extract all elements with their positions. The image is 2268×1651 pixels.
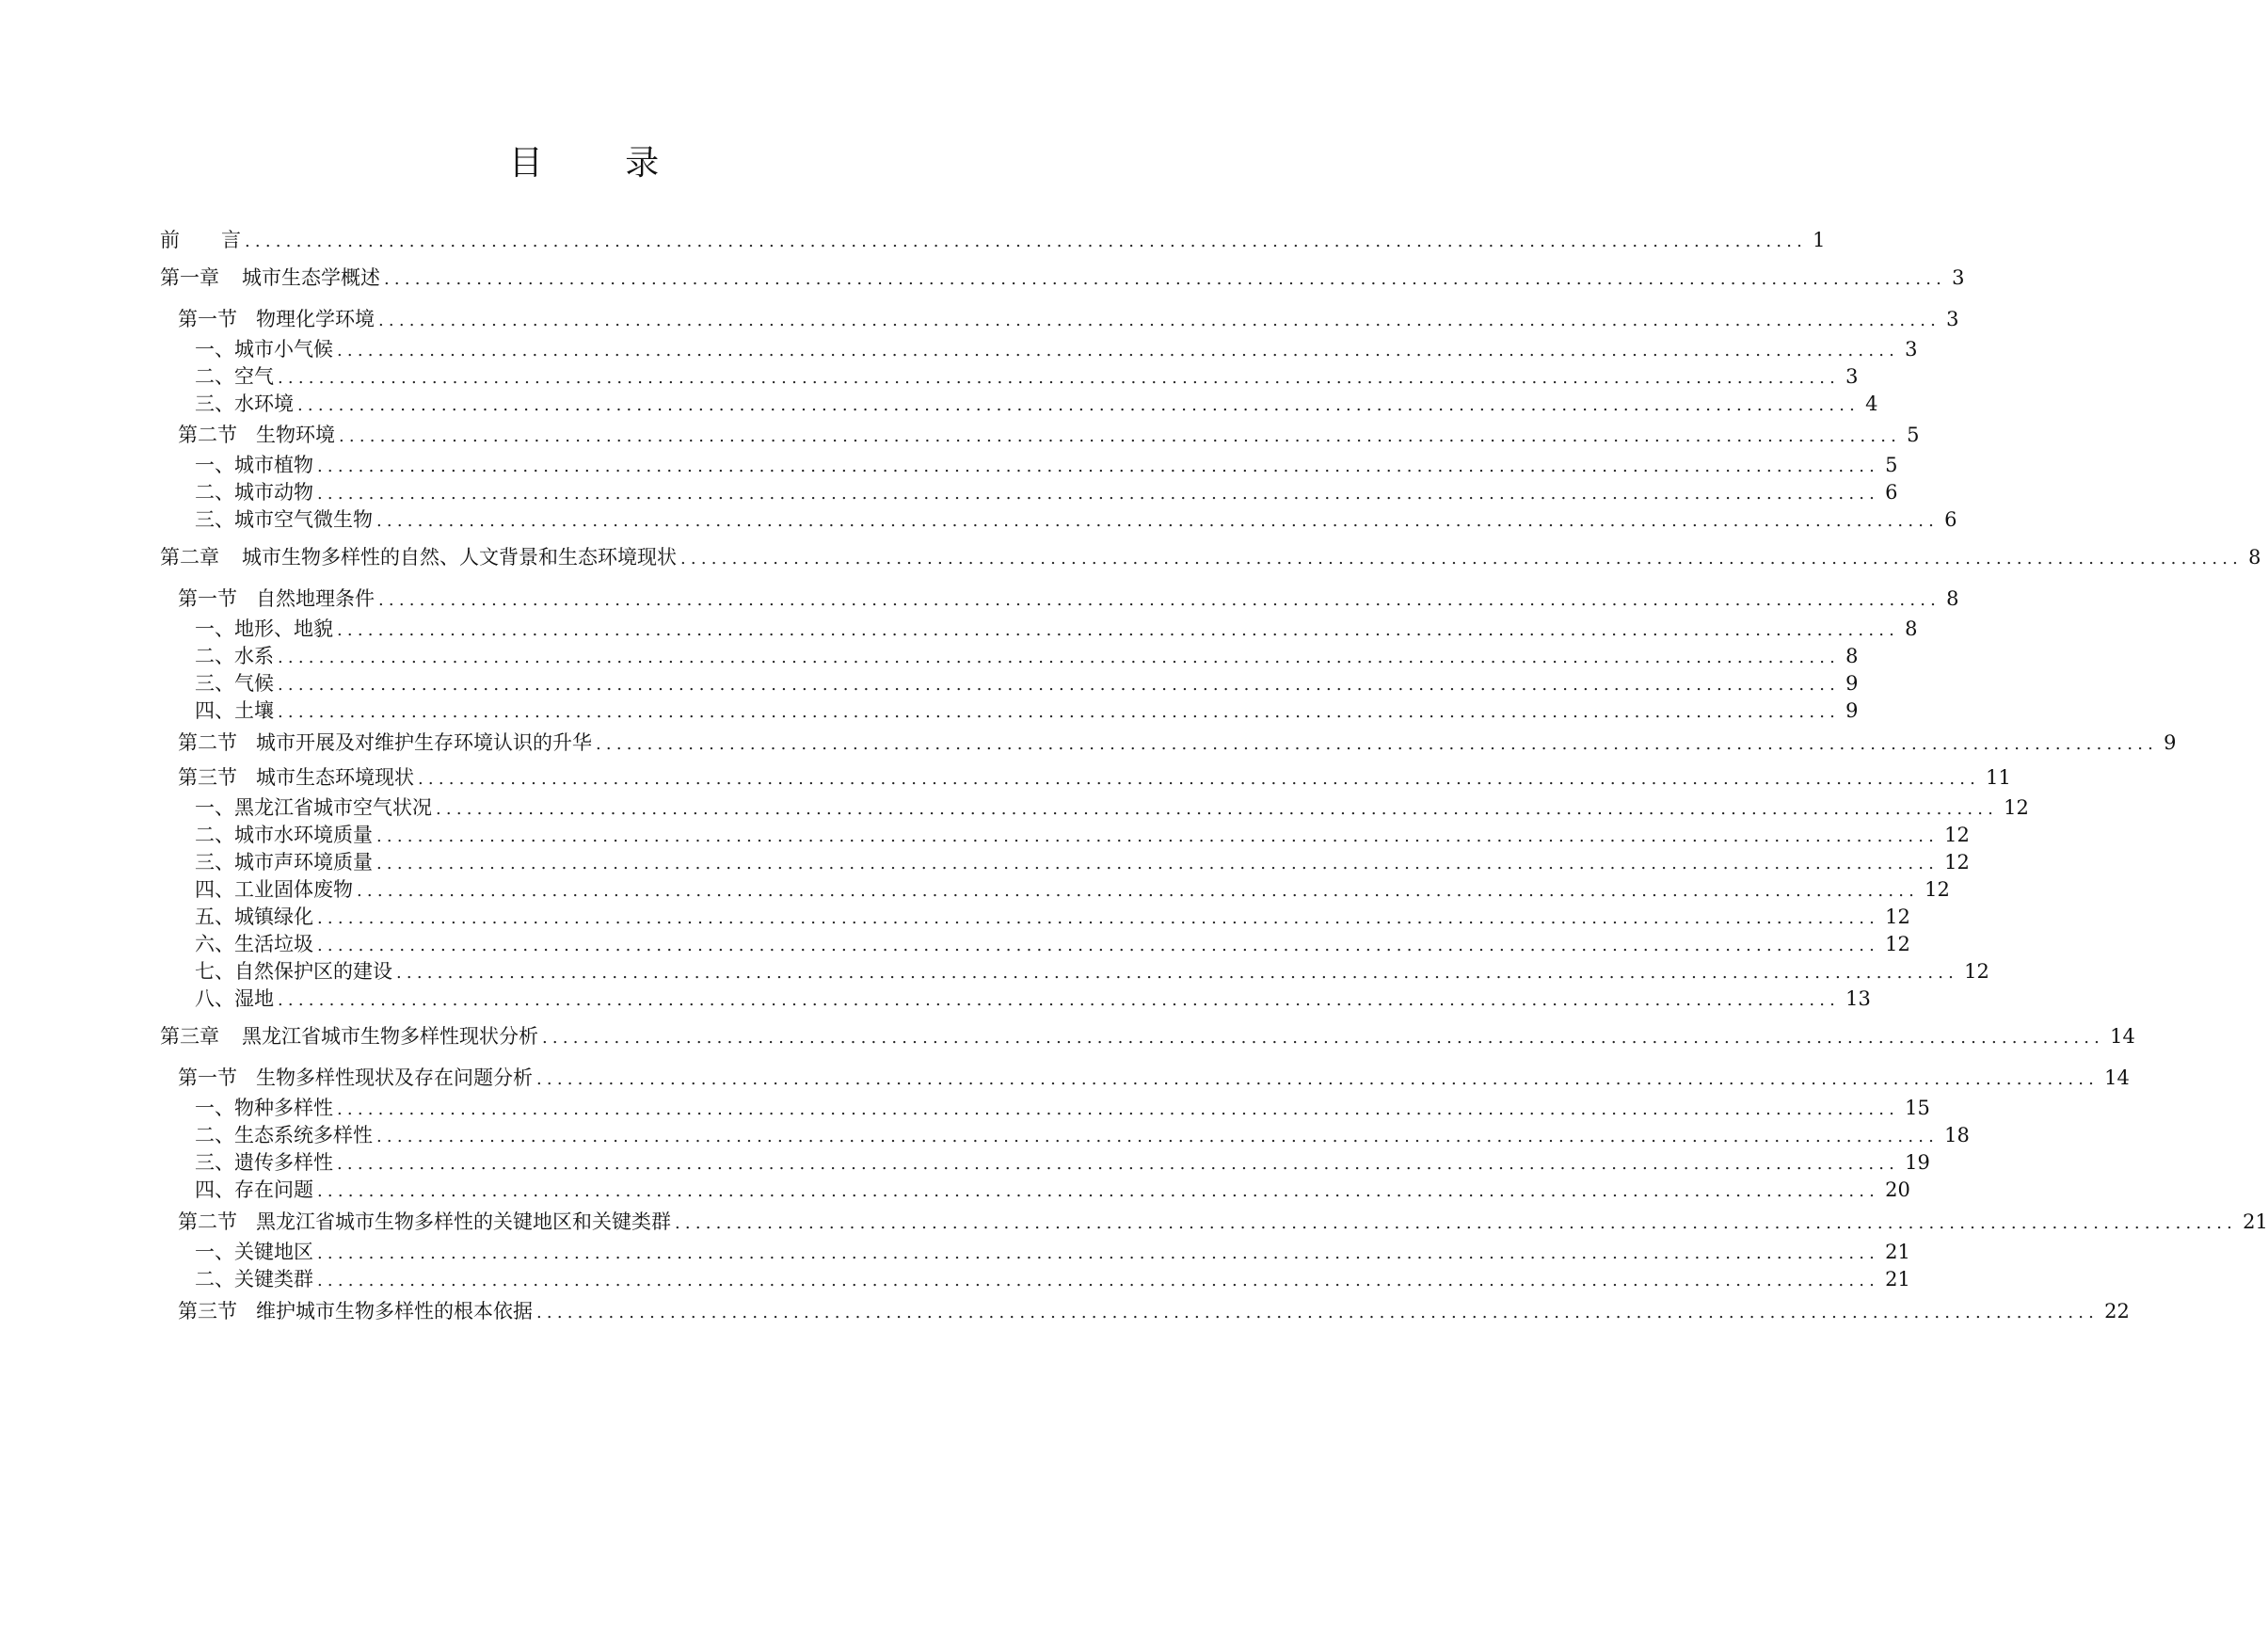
toc-entry-label: 一、 [195, 454, 234, 476]
toc-page-number: 15 [1905, 1097, 1930, 1119]
dot-leader: ........................................................................................................................................................ [378, 590, 1941, 610]
toc-entry-title: 城镇绿化 [234, 906, 313, 928]
toc-entry-label: 第三章 [160, 1025, 219, 1048]
dot-leader: ........................................................................................................................................................ [337, 341, 1900, 361]
toc-entry-title: 维护城市生物多样性的根本依据 [256, 1300, 533, 1322]
toc-entry-text [178, 1298, 533, 1324]
toc-entry-label: 二、 [195, 365, 234, 388]
dot-leader: ........................................................................................................................................................ [337, 1099, 1900, 1119]
toc-section-entry[interactable] [178, 1207, 2268, 1235]
dot-leader: ........................................................................................................................................................ [357, 881, 1920, 901]
toc-entry-label: 四、 [195, 1178, 234, 1201]
toc-page-number: 21 [1885, 1241, 1910, 1263]
toc-entry-text [195, 958, 392, 985]
toc-entry-title: 城市植物 [234, 454, 313, 476]
toc-entry-title: 工业固体废物 [234, 878, 353, 901]
toc-page-number: 12 [1944, 851, 1970, 874]
toc-entry-title: 黑龙江省城市空气状况 [234, 796, 432, 819]
toc-page-number: 8 [2248, 546, 2261, 569]
toc-page-number: 5 [1907, 424, 1920, 446]
dot-leader: ........................................................................................................................................................ [378, 311, 1941, 330]
toc-entry-label: 三、 [195, 851, 234, 874]
toc-page-number: 9 [1845, 672, 1859, 695]
dot-leader: ........................................................................................................................................................ [278, 990, 1841, 1010]
dot-leader: ........................................................................................................................................................ [376, 1127, 1940, 1146]
toc-entry-title: 城市小气候 [234, 338, 333, 361]
toc-entry-title: 城市空气微生物 [234, 508, 373, 531]
toc-entry-label: 一、 [195, 796, 234, 819]
toc-entry-label: 二、 [195, 1268, 234, 1290]
toc-entry-title: 生物环境 [256, 424, 335, 446]
toc-entry-label: 一、 [195, 1097, 234, 1119]
toc-entry-label: 第三节 [178, 766, 237, 789]
toc-entry-label: 一、 [195, 1241, 234, 1263]
toc-entry-text [178, 1065, 533, 1091]
toc-page-number: 3 [1946, 308, 1959, 330]
toc-entry-text [195, 986, 274, 1012]
dot-leader: ........................................................................................................................................................ [278, 702, 1841, 722]
toc-entry-label: 第一节 [178, 587, 237, 610]
toc-subsection-entry[interactable] [195, 1120, 1970, 1148]
toc-entry-title: 空气 [234, 365, 274, 388]
toc-entry-label: 四、 [195, 699, 234, 722]
toc-entry-text [195, 1266, 313, 1292]
toc-subsection-entry[interactable] [195, 696, 1859, 724]
toc-entry-title: 城市生物多样性的自然、人文背景和生态环境现状 [242, 546, 677, 569]
dot-leader: ........................................................................................................................................................ [536, 1303, 2100, 1322]
toc-entry-title: 城市开展及对维护生存环境认识的升华 [256, 731, 592, 754]
toc-entry-title: 黑龙江省城市生物多样性现状分析 [242, 1025, 538, 1048]
toc-section-entry[interactable] [178, 762, 2011, 791]
toc-chapter-entry[interactable] [160, 263, 1965, 291]
toc-page-number: 21 [2243, 1210, 2268, 1233]
toc-section-entry[interactable] [178, 420, 1920, 448]
dot-leader: ........................................................................................................................................................ [278, 368, 1841, 388]
dot-leader: ........................................................................................................................................................ [376, 826, 1940, 846]
toc-entry-label: 一、 [195, 338, 234, 361]
toc-entry-title: 城市动物 [234, 481, 313, 504]
toc-entry-title: 生物多样性现状及存在问题分析 [256, 1066, 533, 1089]
dot-leader: ........................................................................................................................................................ [436, 799, 1999, 819]
toc-entry-label: 三、 [195, 1151, 234, 1174]
dot-leader: ........................................................................................................................................................ [418, 769, 1981, 789]
toc-entry-text [160, 227, 241, 253]
toc-entry-title: 言 [221, 229, 241, 251]
toc-entry-text [178, 585, 375, 612]
toc-entry-title: 生态系统多样性 [234, 1124, 373, 1146]
toc-page-number: 20 [1885, 1178, 1910, 1201]
toc-entry-text [195, 506, 373, 533]
toc-entry-title: 水环境 [234, 393, 294, 415]
toc-page-number: 18 [1944, 1124, 1970, 1146]
toc-subsection-entry[interactable] [195, 929, 1910, 957]
toc-subsection-entry[interactable] [195, 477, 1898, 505]
toc-entry-label: 第一节 [178, 1066, 237, 1089]
dot-leader: ........................................................................................................................................................ [317, 1243, 1880, 1263]
toc-page-number: 12 [2004, 796, 2029, 819]
toc-entry-text [195, 794, 432, 821]
toc-entry-label: 四、 [195, 878, 234, 901]
toc-entry-text [160, 544, 677, 570]
toc-entry-title: 黑龙江省城市生物多样性的关键地区和关键类群 [256, 1210, 671, 1233]
toc-entry-text [195, 391, 294, 417]
toc-page-number: 14 [2110, 1025, 2135, 1048]
toc-entry-label: 第二节 [178, 731, 237, 754]
toc-section-entry[interactable] [178, 728, 2177, 756]
toc-entry-label: 六、 [195, 933, 234, 955]
toc-entry-title: 气候 [234, 672, 274, 695]
toc-entry-title: 自然地理条件 [256, 587, 375, 610]
toc-entry-label: 三、 [195, 508, 234, 531]
toc-entry-text [160, 264, 380, 291]
dot-leader: ........................................................................................................................................................ [317, 1181, 1880, 1201]
toc-page-number: 19 [1905, 1151, 1930, 1174]
dot-leader: ........................................................................................................................................................ [542, 1028, 2105, 1048]
toc-page-number: 3 [1952, 266, 1965, 289]
toc-subsection-entry[interactable] [195, 874, 1950, 903]
toc-subsection-entry[interactable] [195, 820, 1970, 848]
toc-page-number: 5 [1885, 454, 1898, 476]
toc-entry-text [195, 336, 333, 362]
toc-entry-label: 前 [160, 229, 180, 251]
toc-subsection-entry[interactable] [195, 793, 2029, 821]
toc-entry-title: 城市水环境质量 [234, 824, 373, 846]
toc-entry-label: 七、 [195, 960, 234, 983]
toc-entry-text [195, 1177, 313, 1203]
toc-entry-title: 存在问题 [234, 1178, 313, 1201]
toc-entry-title: 生活垃圾 [234, 933, 313, 955]
dot-leader: ........................................................................................................................................................ [376, 511, 1940, 531]
toc-subsection-entry[interactable] [195, 1237, 1910, 1265]
toc-entry-title: 地形、地貌 [234, 617, 333, 640]
dot-leader: ........................................................................................................................................................ [317, 1271, 1880, 1290]
toc-subsection-entry[interactable] [195, 361, 1859, 390]
dot-leader: ........................................................................................................................................................ [297, 395, 1861, 415]
toc-entry-title: 关键地区 [234, 1241, 313, 1263]
toc-subsection-entry[interactable] [195, 389, 1878, 417]
toc-subsection-entry[interactable] [195, 668, 1859, 697]
toc-page-number: 12 [1885, 933, 1910, 955]
toc-subsection-entry[interactable] [195, 902, 1910, 930]
toc-entry-title: 城市生态环境现状 [256, 766, 414, 789]
toc-entry-label: 五、 [195, 906, 234, 928]
toc-subsection-entry[interactable] [195, 1147, 1930, 1176]
toc-entry-text [195, 479, 313, 505]
toc-subsection-entry[interactable] [195, 984, 1871, 1012]
toc-entry-title: 城市生态学概述 [242, 266, 380, 289]
toc-entry-text [178, 764, 414, 791]
dot-leader: ........................................................................................................................................................ [317, 457, 1880, 476]
toc-page-number: 14 [2104, 1066, 2130, 1089]
toc-subsection-entry[interactable] [195, 847, 1970, 875]
toc-entry-text [195, 904, 313, 930]
toc-entry-label: 二、 [195, 824, 234, 846]
toc-subsection-entry[interactable] [195, 1264, 1910, 1292]
toc-page-number: 6 [1885, 481, 1898, 504]
dot-leader: ........................................................................................................................................................ [396, 963, 1959, 983]
toc-entry-label: 第一章 [160, 266, 219, 289]
dot-leader: ........................................................................................................................................................ [680, 549, 2244, 569]
dot-leader: ........................................................................................................................................................ [245, 232, 1808, 251]
dot-leader: ........................................................................................................................................................ [317, 908, 1880, 928]
page-title: 目 录 [508, 144, 695, 183]
toc-entry-label: 三、 [195, 393, 234, 415]
toc-entry-title: 物种多样性 [234, 1097, 333, 1119]
toc-page-number: 8 [1946, 587, 1959, 610]
toc-entry-text [195, 452, 313, 478]
toc-entry-label: 三、 [195, 672, 234, 695]
toc-entry-text [195, 822, 373, 848]
toc-entry-label: 第三节 [178, 1300, 237, 1322]
dot-leader: ........................................................................................................................................................ [278, 675, 1841, 695]
toc-section-entry[interactable] [178, 1296, 2130, 1324]
toc-entry-text [195, 363, 274, 390]
toc-entry-text [195, 849, 373, 875]
toc-entry-text [195, 1095, 333, 1121]
toc-page-number: 22 [2104, 1300, 2130, 1322]
toc-subsection-entry[interactable] [195, 641, 1859, 669]
toc-entry-title: 遗传多样性 [234, 1151, 333, 1174]
toc-section-entry[interactable] [178, 1063, 2130, 1091]
toc-entry-title: 水系 [234, 645, 274, 667]
toc-subsection-entry[interactable] [195, 1175, 1910, 1203]
toc-entry-label: 二、 [195, 1124, 234, 1146]
dot-leader: ........................................................................................................................................................ [337, 1154, 1900, 1174]
toc-entry-text [160, 1023, 538, 1050]
toc-entry-label: 第一节 [178, 308, 237, 330]
toc-page-number: 12 [1885, 906, 1910, 928]
dot-leader: ........................................................................................................................................................ [317, 484, 1880, 504]
toc-entry-title: 湿地 [234, 987, 274, 1010]
toc-chapter-entry[interactable] [160, 542, 2261, 570]
toc-entry-label: 二、 [195, 481, 234, 504]
toc-entry-title: 物理化学环境 [256, 308, 375, 330]
toc-page-number: 1 [1813, 229, 1826, 251]
toc-entry-text [195, 1149, 333, 1176]
toc-subsection-entry[interactable] [195, 956, 1989, 985]
toc-page-number: 3 [1845, 365, 1859, 388]
toc-entry-text [178, 306, 375, 332]
toc-chapter-entry[interactable] [160, 225, 1826, 253]
toc-page-number: 9 [1845, 699, 1859, 722]
toc-entry-text [195, 670, 274, 697]
dot-leader: ........................................................................................................................................................ [384, 269, 1947, 289]
toc-section-entry[interactable] [178, 304, 1959, 332]
toc-entry-title: 关键类群 [234, 1268, 313, 1290]
toc-subsection-entry[interactable] [195, 505, 1957, 533]
toc-page-number: 11 [1986, 766, 2011, 789]
toc-entry-label: 一、 [195, 617, 234, 640]
toc-entry-text [178, 729, 592, 756]
toc-entry-text [178, 1209, 671, 1235]
toc-entry-title: 土壤 [234, 699, 274, 722]
toc-page-number: 8 [1845, 645, 1859, 667]
toc-entry-text [195, 697, 274, 724]
toc-entry-text [195, 616, 333, 642]
toc-entry-text [195, 1239, 313, 1265]
toc-entry-label: 八、 [195, 987, 234, 1010]
toc-page-number: 6 [1944, 508, 1957, 531]
toc-entry-text [195, 1122, 373, 1148]
toc-entry-label: 第二节 [178, 1210, 237, 1233]
dot-leader: ........................................................................................................................................................ [317, 936, 1880, 955]
toc-page-number: 12 [1964, 960, 1989, 983]
dot-leader: ........................................................................................................................................................ [596, 734, 2159, 754]
toc-entry-text [195, 931, 313, 957]
toc-page-number: 12 [1944, 824, 1970, 846]
toc-subsection-entry[interactable] [195, 614, 1918, 642]
toc-subsection-entry[interactable] [195, 1093, 1930, 1121]
toc-page-number: 3 [1905, 338, 1918, 361]
dot-leader: ........................................................................................................................................................ [339, 426, 1902, 446]
toc-page-number: 9 [2164, 731, 2177, 754]
toc-page-number: 8 [1905, 617, 1918, 640]
dot-leader: ........................................................................................................................................................ [337, 620, 1900, 640]
toc-subsection-entry[interactable] [195, 334, 1918, 362]
dot-leader: ........................................................................................................................................................ [376, 854, 1940, 874]
toc-entry-title: 自然保护区的建设 [234, 960, 392, 983]
toc-entry-title: 城市声环境质量 [234, 851, 373, 874]
toc-entry-label: 第二章 [160, 546, 219, 569]
toc-page-number: 4 [1865, 393, 1878, 415]
toc-entry-label: 第二节 [178, 424, 237, 446]
toc-entry-text [195, 876, 353, 903]
toc-entry-text [178, 422, 335, 448]
toc-page-number: 12 [1925, 878, 1950, 901]
toc-subsection-entry[interactable] [195, 450, 1898, 478]
toc-page-number: 21 [1885, 1268, 1910, 1290]
toc-chapter-entry[interactable] [160, 1021, 2135, 1050]
toc-entry-label: 二、 [195, 645, 234, 667]
toc-section-entry[interactable] [178, 584, 1959, 612]
toc-entry-text [195, 643, 274, 669]
dot-leader: ........................................................................................................................................................ [278, 648, 1841, 667]
dot-leader: ........................................................................................................................................................ [536, 1069, 2100, 1089]
toc-page-number: 13 [1845, 987, 1871, 1010]
dot-leader: ........................................................................................................................................................ [675, 1213, 2238, 1233]
